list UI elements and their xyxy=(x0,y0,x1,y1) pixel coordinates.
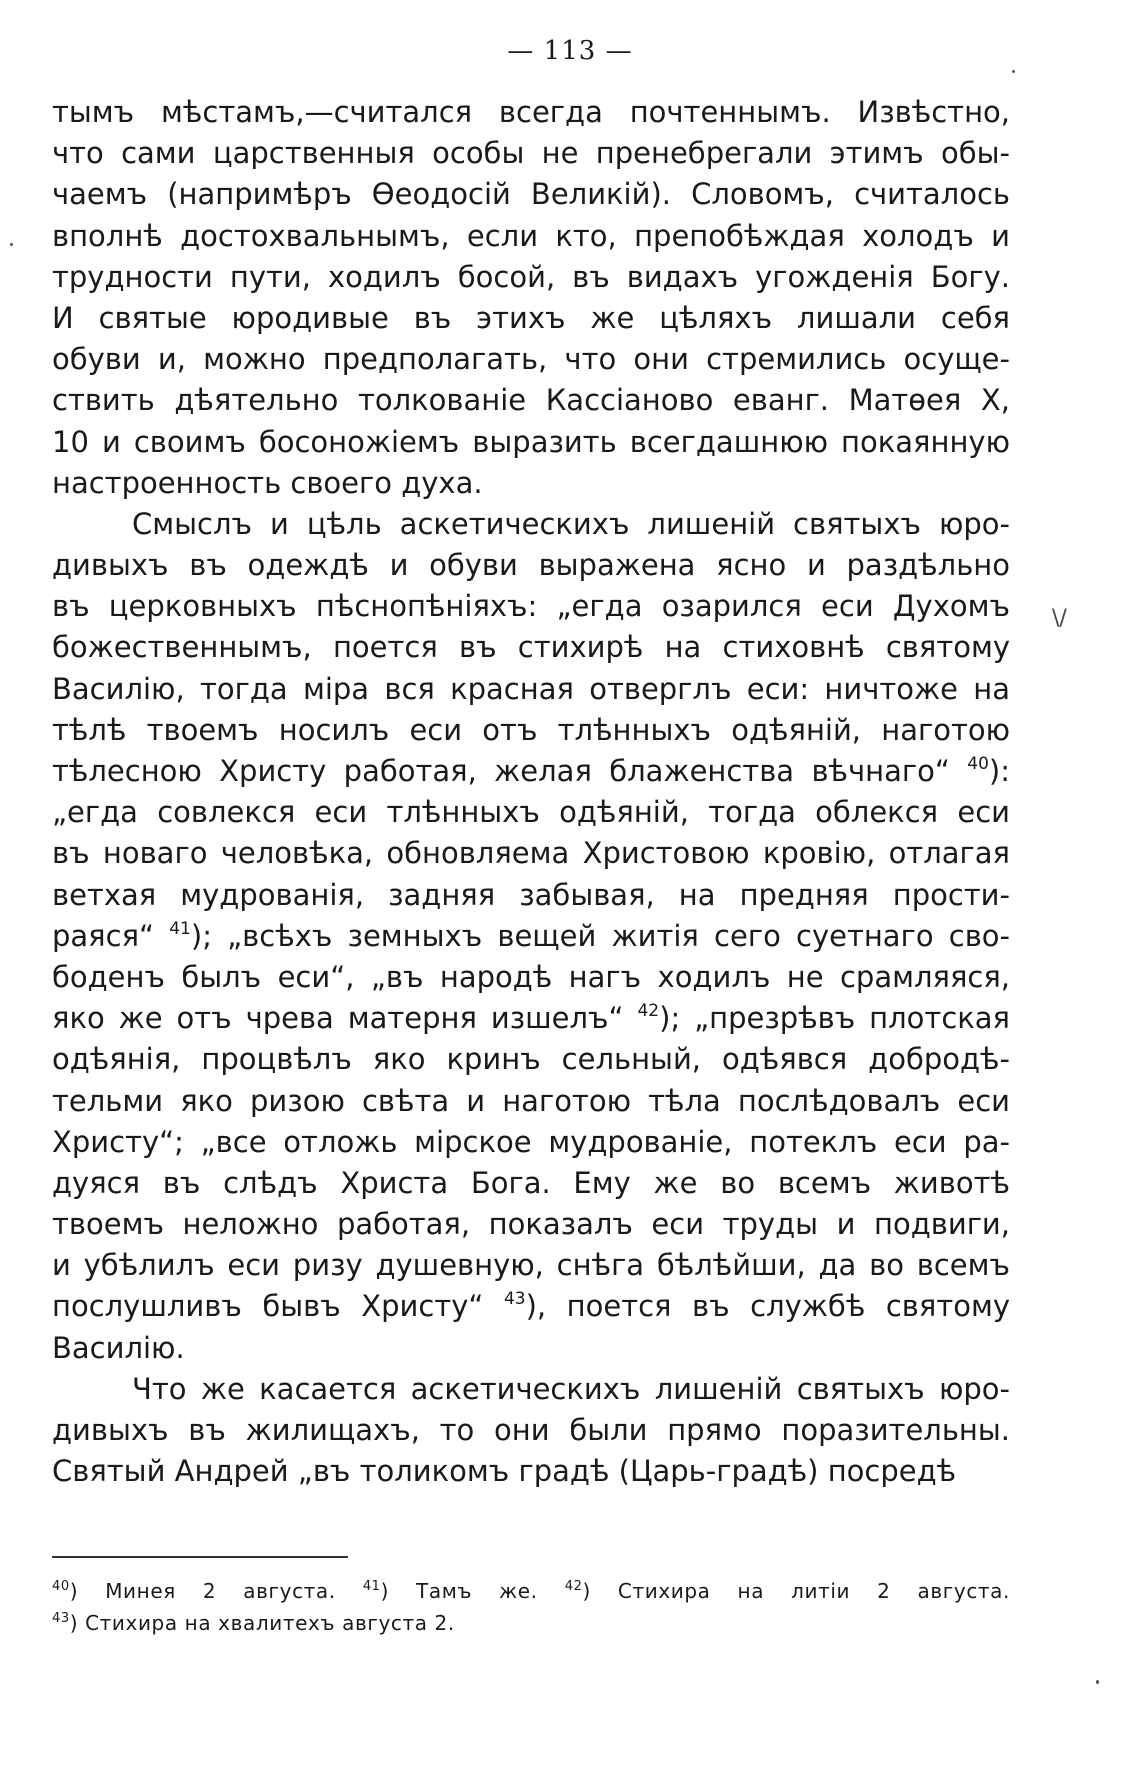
text-line: чаемъ (напримѣръ Өеодосій Великій). Словомъ, считалось xyxy=(52,177,1010,212)
text-line: Василію. xyxy=(52,1330,185,1365)
scan-speck xyxy=(10,243,13,246)
scan-speck xyxy=(1012,70,1015,73)
margin-mark: \/ xyxy=(1052,606,1067,631)
text-line: твоемъ неложно работая, показалъ еси труды и подвиги, xyxy=(52,1207,1010,1242)
text-line: трудности пути, ходилъ босой, въ видахъ угожденія Богу. xyxy=(52,259,1010,294)
text-line: что сами царственныя особы не пренебрегали этимъ обы- xyxy=(52,136,1010,171)
paragraph-3 xyxy=(52,1369,1010,1493)
footnote-42: $^{42}$) Стихира на литіи 2 августа. xyxy=(564,1579,1010,1603)
text-line: вполнѣ достохвальнымъ, если кто, препобѣждая холодъ и xyxy=(52,218,1010,253)
text-line: боденъ былъ еси“, „въ народѣ нагъ ходилъ не срамляяся, xyxy=(52,959,1010,994)
text-line: дивыхъ въ жилищахъ, то они были прямо поразительны. xyxy=(52,1413,1010,1447)
footnote-ref: 40 xyxy=(967,754,989,774)
scan-speck xyxy=(1096,1680,1099,1684)
text-line: Что же касается аскетическихъ лишеній святыхъ юро- xyxy=(132,1371,1010,1406)
text-line: обуви и, можно предполагать, что они стремились осуще- xyxy=(52,342,1010,377)
text-line: Святый Андрей „въ толикомъ градѣ (Царь-градѣ) посредѣ xyxy=(52,1454,957,1489)
text-line: И святые юродивые въ этихъ же цѣляхъ лишали себя xyxy=(52,300,1010,335)
body-text xyxy=(52,92,1010,1492)
text-line: ствить дѣятельно толкованіе Кассіаново еванг. Матөея X, xyxy=(52,383,1010,418)
footnote-line-2 xyxy=(52,1607,1010,1639)
footnote-ref: 41 xyxy=(169,918,191,939)
text-line: 10 и своимъ босоножіемъ выразить всегдашнюю покаянную xyxy=(52,424,1010,459)
text-line: тѣлѣ твоемъ носилъ еси отъ тлѣнныхъ одѣяній, наготою xyxy=(52,712,1010,747)
text-line: Василію, тогда міра вся красная отверглъ еси: ничтоже на xyxy=(52,671,1010,706)
text-line: послушливъ бывъ Христу“ $^{43}$), поется въ службѣ святому xyxy=(52,1289,1010,1324)
footnote-ref: 43 xyxy=(503,1289,526,1310)
footnote-ref: 42 xyxy=(637,1001,660,1022)
page-number: — 113 — xyxy=(507,36,633,66)
text-line: тельми яко ризою свѣта и наготою тѣла послѣдовалъ еси xyxy=(52,1083,1010,1118)
text-line: божественнымъ, поется въ стихирѣ на стиховнѣ святому xyxy=(52,630,1010,665)
paragraph-1 xyxy=(52,92,1010,504)
text-line: въ новаго человѣка, обновляема Христовою кровію, отлагая xyxy=(52,836,1010,871)
text-line: тымъ мѣстамъ,—считался всегда почтеннымъ. Извѣстно, xyxy=(52,95,1010,129)
text-line: ветхая мудрованія, задняя забывая, на предняя прости- xyxy=(52,877,1010,912)
footnote-separator xyxy=(52,1556,348,1558)
footnote-41: $^{41}$) Тамъ же. xyxy=(362,1579,538,1603)
footnote-43: $^{43}$) Стихира на хвалитехъ августа 2. xyxy=(52,1611,455,1635)
text-line: дивыхъ въ одеждѣ и обуви выражена ясно и раздѣльно xyxy=(52,548,1010,583)
text-line: раяся“ $^{41}$); „всѣхъ земныхъ вещей житія сего суетнаго сво- xyxy=(52,918,1010,953)
text-line: и убѣлилъ еси ризу душевную, снѣга бѣлѣйши, да во всемъ xyxy=(52,1248,1010,1283)
text-line: настроенность своего духа. xyxy=(52,465,483,500)
text-line: яко же отъ чрева матерня изшелъ“ $^{42}$); „презрѣвъ плотская xyxy=(52,1001,1010,1036)
text-line: тѣлесною Христу работая, желая блаженства вѣчнаго“ $^{40}$): xyxy=(52,754,1010,788)
paragraph-2 xyxy=(52,504,1010,1369)
footnote-40: $^{40}$) Минея 2 августа. xyxy=(52,1579,336,1603)
footnote-line-1 xyxy=(52,1575,1010,1607)
text-line: въ церковныхъ пѣснопѣніяхъ: „егда озарился еси Духомъ xyxy=(52,589,1010,624)
text-line: одѣянія, процвѣлъ яко кринъ сельный, одѣявся добродѣ- xyxy=(52,1042,1010,1077)
footnotes xyxy=(52,1575,1010,1639)
text-line: Христу“; „все отложь мірское мудрованіе, потеклъ еси ра- xyxy=(52,1124,1010,1159)
text-line: Смыслъ и цѣль аскетическихъ лишеній святыхъ юро- xyxy=(132,506,1010,541)
text-line: дуяся въ слѣдъ Христа Бога. Ему же во всемъ животѣ xyxy=(52,1165,1010,1200)
text-line: „егда совлекся еси тлѣнныхъ одѣяній, тогда облекся еси xyxy=(52,795,1010,830)
